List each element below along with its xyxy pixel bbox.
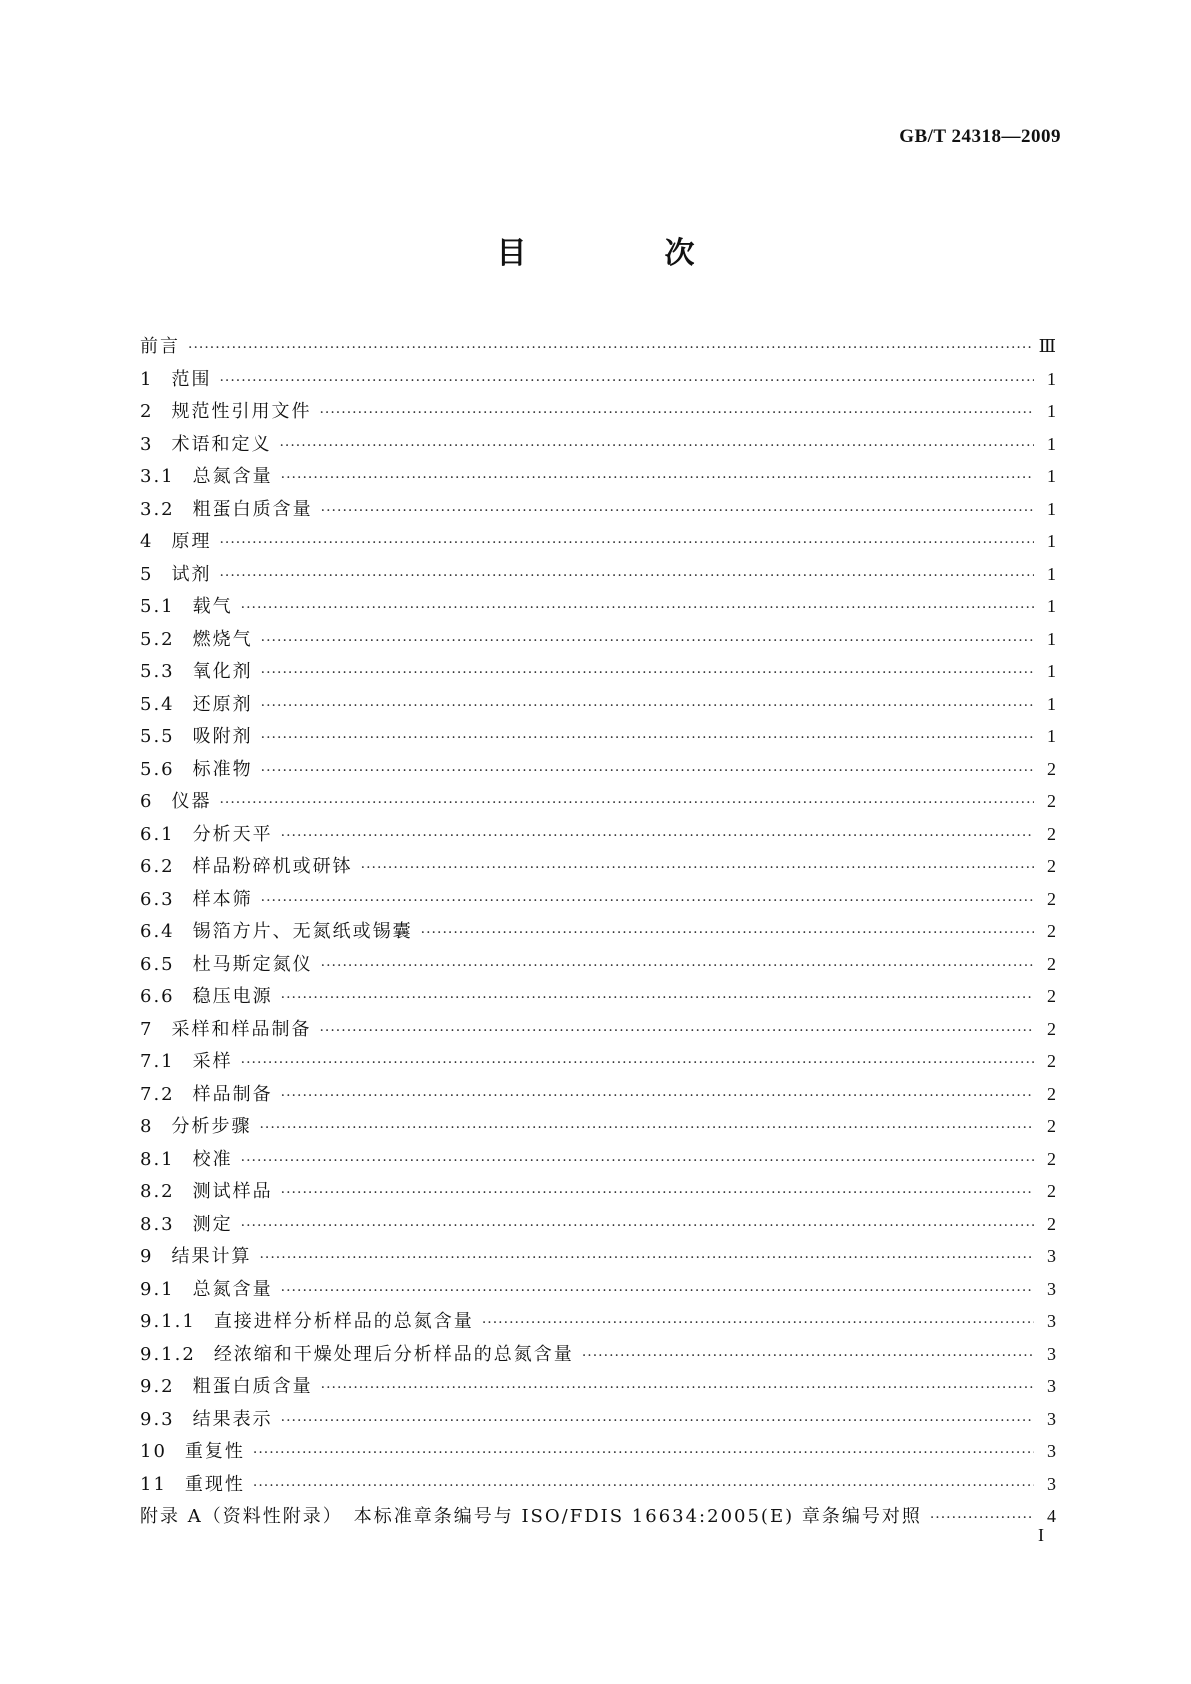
toc-entry[interactable] [140, 1013, 1056, 1046]
toc-entry-number: 9 [140, 1246, 154, 1267]
toc-entry-page: 1 [1047, 693, 1056, 714]
toc-entry-title: 经浓缩和干燥处理后分析样品的总氮含量 [213, 1343, 574, 1365]
toc-entry-title: 直接进样分析样品的总氮含量 [213, 1311, 474, 1332]
toc-entry-number: 5.3 [140, 661, 175, 682]
toc-entry-number: 9.3 [140, 1408, 175, 1430]
toc-entry-number: 9.1.2 [140, 1343, 196, 1365]
toc-entry-title: 结果表示 [192, 1408, 273, 1430]
toc-dot-leader [261, 722, 1034, 755]
toc-dot-leader [321, 495, 1034, 528]
toc-entry-page: 2 [1047, 856, 1056, 876]
toc-dot-leader [253, 1437, 1034, 1470]
toc-entry-number: 9.1.1 [140, 1311, 196, 1332]
toc-dot-leader [219, 787, 1034, 820]
toc-entry[interactable] [140, 1273, 1056, 1306]
toc-entry-page: 1 [1047, 466, 1056, 486]
toc-dot-leader [281, 982, 1034, 1015]
toc-entry-title: 分析天平 [192, 823, 273, 845]
toc-dot-leader [321, 1372, 1034, 1405]
toc-entry-title: 样本筛 [192, 888, 253, 910]
toc-entry[interactable] [140, 428, 1056, 461]
toc-entry[interactable] [140, 850, 1056, 883]
toc-entry[interactable] [140, 1338, 1056, 1371]
toc-entry-title: 原理 [171, 531, 212, 552]
toc-entry-page: 2 [1047, 953, 1056, 974]
toc-entry[interactable] [140, 623, 1056, 656]
toc-entry-title: 载气 [192, 596, 233, 617]
toc-dot-leader [261, 755, 1034, 788]
toc-entry-page: 2 [1047, 791, 1056, 811]
toc-entry[interactable] [140, 1143, 1056, 1176]
toc-dot-leader [319, 1015, 1034, 1048]
toc-entry-title: 还原剂 [192, 693, 253, 715]
toc-entry-title: 采样和样品制备 [171, 1018, 312, 1040]
toc-entry[interactable] [140, 1110, 1056, 1143]
toc-entry-number: 6.4 [140, 921, 175, 942]
toc-entry-number: 9.1 [140, 1278, 175, 1300]
toc-entry-title: 粗蛋白质含量 [192, 498, 313, 520]
toc-entry-title: 附录 A（资料性附录） 本标准章条编号与 ISO/FDIS 16634:2005(E) 章条编号对照 [140, 1506, 922, 1527]
toc-entry-number: 6.6 [140, 986, 175, 1007]
toc-entry-number: 6.1 [140, 823, 175, 845]
toc-dot-leader [281, 1405, 1034, 1438]
toc-entry-title: 采样 [192, 1051, 233, 1072]
toc-entry-page: 1 [1047, 661, 1056, 681]
toc-entry[interactable] [140, 1240, 1056, 1273]
toc-entry[interactable] [140, 688, 1056, 721]
toc-entry-number: 8.1 [140, 1148, 175, 1170]
toc-dot-leader [361, 852, 1034, 885]
toc-entry-page: 1 [1047, 368, 1056, 389]
toc-entry-number: 1 [140, 368, 154, 390]
toc-entry-title: 结果计算 [171, 1246, 252, 1267]
toc-dot-leader [259, 1112, 1034, 1145]
toc-entry-title: 测试样品 [192, 1181, 273, 1202]
toc-entry[interactable] [140, 1078, 1056, 1111]
page-title: 目 次 [496, 236, 749, 271]
toc-entry-page: 2 [1047, 823, 1056, 844]
toc-entry[interactable] [140, 915, 1056, 948]
toc-entry-page: 4 [1047, 1506, 1056, 1526]
toc-entry-number: 6.3 [140, 888, 175, 910]
toc-entry-number: 5.1 [140, 596, 175, 617]
toc-entry[interactable] [140, 655, 1056, 688]
toc-entry-page: 3 [1047, 1343, 1056, 1364]
toc-entry-page: 2 [1047, 1148, 1056, 1169]
toc-entry-page: 3 [1047, 1246, 1056, 1266]
toc-dot-leader [261, 657, 1034, 690]
toc-dot-leader [281, 820, 1034, 853]
toc-dot-leader [253, 1470, 1034, 1503]
toc-entry-page: 1 [1047, 726, 1056, 746]
toc-entry-page: 2 [1047, 1083, 1056, 1104]
toc-entry-page: 2 [1047, 1051, 1056, 1071]
toc-dot-leader [241, 592, 1034, 625]
toc-entry-number: 5.5 [140, 726, 175, 747]
toc-entry-page: 3 [1047, 1376, 1056, 1396]
toc-entry-number: 6.2 [140, 856, 175, 877]
toc-dot-leader [261, 885, 1034, 918]
toc-entry-number: 3.1 [140, 466, 175, 487]
toc-entry-page: 1 [1047, 596, 1056, 616]
toc-entry-page: 2 [1047, 986, 1056, 1006]
toc-entry-page: 2 [1047, 888, 1056, 909]
toc-entry-page: 2 [1047, 1116, 1056, 1136]
toc-entry[interactable] [140, 460, 1056, 493]
toc-entry-title: 粗蛋白质含量 [192, 1376, 313, 1397]
toc-entry-number: 3 [140, 433, 154, 455]
toc-entry-title: 总氮含量 [192, 1278, 273, 1300]
toc-dot-leader [261, 690, 1034, 723]
toc-entry-title: 吸附剂 [192, 726, 253, 747]
toc-entry-title: 稳压电源 [192, 986, 273, 1007]
toc-entry-page: 1 [1047, 531, 1056, 551]
toc-dot-leader [261, 625, 1034, 658]
toc-entry-number: 11 [140, 1473, 167, 1495]
toc-entry-page: Ⅲ [1038, 336, 1056, 356]
toc-dot-leader [281, 1275, 1034, 1308]
toc-entry[interactable] [140, 720, 1056, 753]
toc-entry[interactable] [140, 363, 1056, 396]
toc-entry[interactable] [140, 753, 1056, 786]
toc-entry-number: 5 [140, 563, 154, 585]
toc-entry-title: 分析步骤 [171, 1116, 252, 1137]
toc-entry[interactable] [140, 590, 1056, 623]
toc-entry-number: 7.1 [140, 1051, 175, 1072]
toc-entry-number: 8.2 [140, 1181, 175, 1202]
toc-entry-title: 氧化剂 [192, 661, 253, 682]
toc-entry-number: 6 [140, 791, 154, 812]
toc-entry[interactable] [140, 558, 1056, 591]
toc-entry-page: 2 [1047, 921, 1056, 941]
toc-entry[interactable] [140, 818, 1056, 851]
toc-entry-page: 3 [1047, 1311, 1056, 1331]
toc-dot-leader [241, 1145, 1034, 1178]
toc-dot-leader [421, 917, 1034, 950]
toc-entry-title: 重复性 [184, 1441, 245, 1462]
toc-entry-page: 1 [1047, 401, 1056, 421]
toc-entry-title: 杜马斯定氮仪 [192, 953, 313, 975]
toc-entry-number: 4 [140, 531, 154, 552]
toc-dot-leader [219, 365, 1034, 398]
toc-entry[interactable] [140, 1305, 1056, 1338]
toc-dot-leader [321, 950, 1034, 983]
toc-entry-number: 7 [140, 1018, 154, 1040]
toc-entry-number: 6.5 [140, 953, 175, 975]
toc-entry-number: 9.2 [140, 1376, 175, 1397]
toc-entry-title: 燃烧气 [192, 628, 253, 650]
toc-dot-leader [482, 1307, 1034, 1340]
toc-entry-page: 1 [1047, 628, 1056, 649]
toc-entry[interactable] [140, 1435, 1056, 1468]
toc-entry[interactable] [140, 1175, 1056, 1208]
toc-entry-page: 2 [1047, 1213, 1056, 1234]
toc-dot-leader [219, 527, 1034, 560]
toc-entry[interactable] [140, 980, 1056, 1013]
toc-dot-leader [279, 430, 1034, 463]
toc-entry-title: 前言 [140, 336, 180, 357]
toc-entry-page: 3 [1047, 1278, 1056, 1299]
toc-entry-title: 规范性引用文件 [171, 401, 312, 422]
toc-entry[interactable] [140, 525, 1056, 558]
toc-entry-title: 总氮含量 [192, 466, 273, 487]
toc-entry[interactable] [140, 1500, 1056, 1533]
toc-dot-leader [241, 1047, 1034, 1080]
toc-entry-title: 术语和定义 [171, 433, 272, 455]
toc-entry[interactable] [140, 1370, 1056, 1403]
toc-entry-number: 3.2 [140, 498, 175, 520]
toc-dot-leader [930, 1502, 1034, 1535]
toc-entry-page: 2 [1047, 758, 1056, 779]
document-code: GB/T 24318—2009 [899, 126, 1061, 147]
toc-entry[interactable] [140, 883, 1056, 916]
toc-dot-leader [219, 560, 1034, 593]
toc-entry-number: 5.2 [140, 628, 175, 650]
toc-entry-title: 样品粉碎机或研钵 [192, 856, 353, 877]
toc-dot-leader [259, 1242, 1034, 1275]
toc-entry[interactable] [140, 1208, 1056, 1241]
table-of-contents [140, 330, 1056, 1533]
toc-entry-page: 3 [1047, 1473, 1056, 1494]
toc-entry[interactable] [140, 785, 1056, 818]
toc-entry-number: 5.6 [140, 758, 175, 780]
toc-entry-title: 重现性 [184, 1473, 245, 1495]
toc-entry-number: 7.2 [140, 1083, 175, 1105]
toc-entry-page: 1 [1047, 498, 1056, 519]
toc-entry[interactable] [140, 330, 1056, 363]
toc-entry[interactable] [140, 1403, 1056, 1436]
toc-dot-leader [582, 1340, 1034, 1373]
toc-entry-page: 2 [1047, 1181, 1056, 1201]
toc-entry-page: 1 [1047, 563, 1056, 584]
toc-entry[interactable] [140, 395, 1056, 428]
toc-entry-page: 1 [1047, 433, 1056, 454]
toc-dot-leader [281, 462, 1034, 495]
toc-entry-number: 2 [140, 401, 154, 422]
toc-entry-title: 试剂 [171, 563, 212, 585]
toc-entry-title: 校准 [192, 1148, 233, 1170]
toc-entry-number: 8.3 [140, 1213, 175, 1235]
toc-dot-leader [241, 1210, 1034, 1243]
toc-entry-title: 范围 [171, 368, 212, 390]
toc-dot-leader [188, 332, 1031, 365]
toc-dot-leader [319, 397, 1034, 430]
toc-entry-title: 测定 [192, 1213, 233, 1235]
toc-entry-page: 3 [1047, 1441, 1056, 1461]
toc-entry-title: 样品制备 [192, 1083, 273, 1105]
toc-entry-title: 标准物 [192, 758, 253, 780]
toc-entry-title: 仪器 [171, 791, 212, 812]
toc-entry-title: 锡箔方片、无氮纸或锡囊 [192, 921, 413, 942]
toc-entry[interactable] [140, 1045, 1056, 1078]
toc-entry-number: 8 [140, 1116, 154, 1137]
toc-entry-page: 2 [1047, 1018, 1056, 1039]
toc-entry[interactable] [140, 1468, 1056, 1501]
toc-dot-leader [281, 1177, 1034, 1210]
page-number: I [1038, 1525, 1044, 1545]
toc-entry-page: 3 [1047, 1408, 1056, 1429]
toc-entry[interactable] [140, 493, 1056, 526]
toc-dot-leader [281, 1080, 1034, 1113]
toc-entry-number: 5.4 [140, 693, 175, 715]
toc-entry-number: 10 [140, 1441, 167, 1462]
toc-entry[interactable] [140, 948, 1056, 981]
